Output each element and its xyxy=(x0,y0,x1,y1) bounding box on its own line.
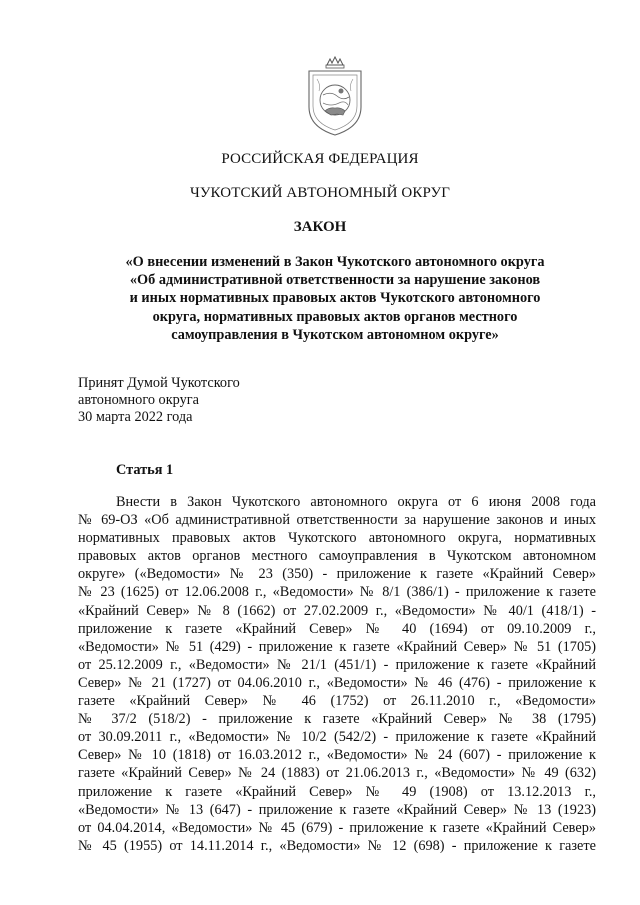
body-line: нормативных правовых актов Чукотского автономного округа, нормативных xyxy=(78,530,596,547)
body-line: Север» № 21 (1727) от 04.06.2010 г., «Ведомости» № 46 (476) - приложение к xyxy=(78,674,596,691)
adoption-line: автономного округа xyxy=(78,392,199,408)
title-line: и иных нормативных правовых актов Чукотского автономного xyxy=(129,290,541,307)
title-line: самоуправления в Чукотском автономном округе» xyxy=(171,326,499,343)
body-line: приложение к газете «Крайний Север» № 40 (1694) от 09.10.2009 г., xyxy=(78,620,596,637)
body-line: № 37/2 (518/2) - приложение к газете «Крайний Север» № 38 (1795) xyxy=(78,711,596,728)
body-line: правовых актов органов местного самоуправления в Чукотском автономном xyxy=(78,548,596,565)
body-line: округе» («Ведомости» № 23 (350) - приложение к газете «Крайний Север» xyxy=(78,566,596,583)
body-line: Север» № 10 (1818) от 16.03.2012 г., «Ведомости» № 24 (607) - приложение к xyxy=(78,747,596,764)
title-line: округа, нормативных правовых актов органов местного xyxy=(152,308,518,325)
body-line: № 23 (1625) от 12.06.2008 г., «Ведомости» № 8/1 (386/1) - приложение к газете xyxy=(78,584,596,601)
body-line: № 69-ОЗ «Об административной ответственности за нарушение законов и иных xyxy=(78,512,596,529)
body-line: Внести в Закон Чукотского автономного округа от 6 июня 2008 года xyxy=(116,494,596,510)
body-line: от 30.09.2011 г., «Ведомости» № 10/2 (542/2) - приложение к газете «Крайний xyxy=(78,729,596,746)
country-heading: РОССИЙСКАЯ ФЕДЕРАЦИЯ xyxy=(221,151,419,167)
body-line: газете «Крайний Север» № 24 (1883) от 21.06.2013 г., «Ведомости» № 49 (632) xyxy=(78,765,596,782)
coat-of-arms-icon xyxy=(301,55,369,139)
title-line: «О внесении изменений в Закон Чукотского автономного округа xyxy=(125,254,545,270)
article-heading: Статья 1 xyxy=(116,462,174,478)
adoption-line: Принят Думой Чукотского xyxy=(78,375,240,391)
title-line: «Об административной ответственности за нарушение законов xyxy=(129,272,541,289)
body-line: «Ведомости» № 13 (647) - приложение к газете «Крайний Север» № 13 (1923) xyxy=(78,801,596,818)
body-line: от 25.12.2009 г., «Ведомости» № 21/1 (451/1) - приложение к газете «Крайний xyxy=(78,656,596,673)
body-line: газете «Крайний Север» № 46 (1752) от 26.11.2010 г., «Ведомости» xyxy=(78,693,596,710)
body-line: № 45 (1955) от 14.11.2014 г., «Ведомости» № 12 (698) - приложение к газете xyxy=(78,837,596,854)
region-heading: ЧУКОТСКИЙ АВТОНОМНЫЙ ОКРУГ xyxy=(189,185,451,201)
article-body xyxy=(78,493,596,855)
body-line: «Ведомости» № 51 (429) - приложение к газете «Крайний Север» № 51 (1705) xyxy=(78,638,596,655)
document-type-heading: ЗАКОН xyxy=(293,219,347,235)
body-line: приложение к газете «Крайний Север» № 49 (1908) от 13.12.2013 г., xyxy=(78,783,596,800)
body-line: «Крайний Север» № 8 (1662) от 27.02.2009 г., «Ведомости» № 40/1 (418/1) - xyxy=(78,602,596,619)
adoption-date: 30 марта 2022 года xyxy=(78,409,193,425)
adoption-block xyxy=(78,375,240,426)
law-title xyxy=(100,253,570,344)
body-line: от 04.04.2014, «Ведомости» № 45 (679) - приложение к газете «Крайний Север» xyxy=(78,819,596,836)
